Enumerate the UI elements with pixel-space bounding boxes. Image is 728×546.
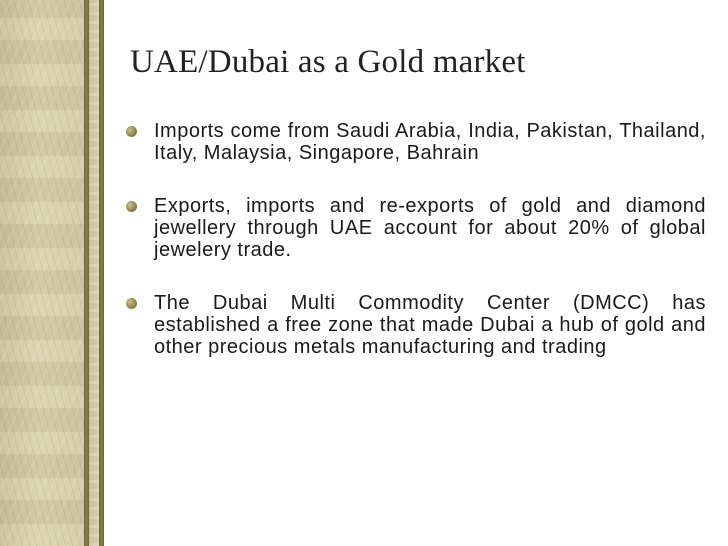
slide-title: UAE/Dubai as a Gold market (130, 44, 526, 80)
decorative-texture-band (0, 0, 84, 546)
bullet-dot-icon (126, 298, 137, 309)
bullet-list (124, 120, 706, 389)
bullet-text: Imports come from Saudi Arabia, India, Pakistan, Thailand, Italy, Malaysia, Singapore, Bahrain (154, 120, 706, 164)
bullet-dot-icon (126, 126, 137, 137)
list-item (124, 120, 706, 164)
bullet-text: The Dubai Multi Commodity Center (DMCC) has established a free zone that made Dubai a hub of gold and other precious metals manufacturing and trading (154, 292, 706, 358)
bullet-text: Exports, imports and re-exports of gold and diamond jewellery through UAE account for about 20% of global jewelery trade. (154, 195, 706, 261)
divider-stripe (89, 0, 99, 546)
bullet-dot-icon (126, 201, 137, 212)
divider-stripe (99, 0, 104, 546)
list-item (124, 292, 706, 358)
list-item (124, 195, 706, 261)
